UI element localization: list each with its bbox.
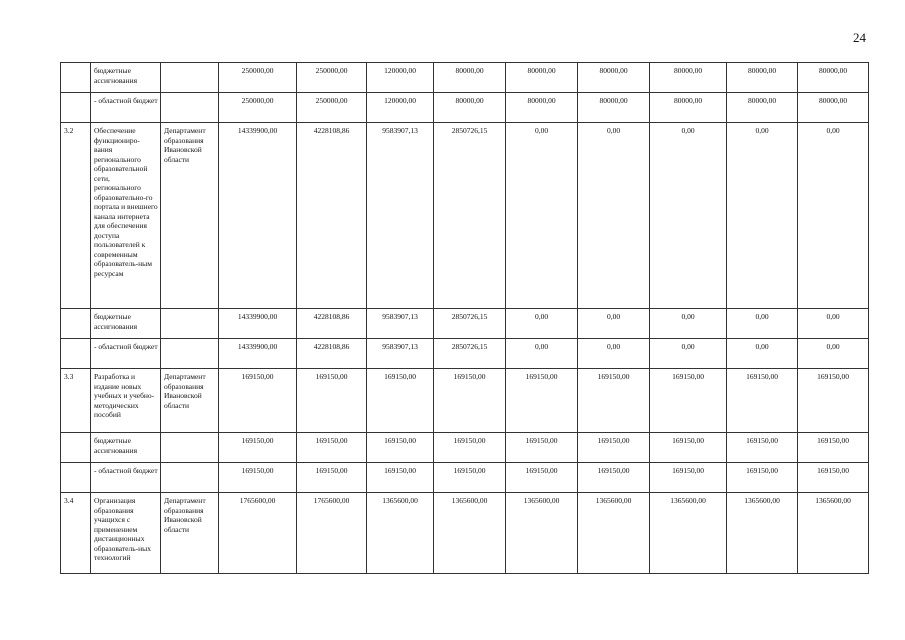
amount-cell: 9583907,13 <box>367 309 434 339</box>
amount-cell: 14339900,00 <box>219 339 297 369</box>
amount-cell: 80000,00 <box>798 63 869 93</box>
amount-cell: 250000,00 <box>219 93 297 123</box>
amount-cell: 0,00 <box>650 339 727 369</box>
amount-cell: 2850726,15 <box>434 123 506 309</box>
amount-cell: 169150,00 <box>367 463 434 493</box>
amount-cell: 80000,00 <box>506 93 578 123</box>
amount-cell: 0,00 <box>578 339 650 369</box>
amount-cell: 169150,00 <box>578 433 650 463</box>
amount-cell: 0,00 <box>727 123 798 309</box>
amount-cell: 250000,00 <box>297 93 367 123</box>
amount-cell: 1765600,00 <box>219 493 297 574</box>
executor-cell <box>161 93 219 123</box>
amount-cell: 0,00 <box>506 309 578 339</box>
amount-cell: 169150,00 <box>798 369 869 433</box>
table-row <box>61 339 869 369</box>
row-number-cell: 3.4 <box>61 493 91 574</box>
activity-name-cell: - областной бюджет <box>91 463 161 493</box>
row-number-cell <box>61 93 91 123</box>
activity-name-cell: бюджетные ассигнования <box>91 433 161 463</box>
row-number-cell <box>61 309 91 339</box>
executor-cell <box>161 339 219 369</box>
table-row <box>61 309 869 339</box>
amount-cell: 169150,00 <box>219 433 297 463</box>
amount-cell: 169150,00 <box>297 369 367 433</box>
amount-cell: 120000,00 <box>367 93 434 123</box>
row-number-cell <box>61 63 91 93</box>
amount-cell: 80000,00 <box>650 63 727 93</box>
amount-cell: 1365600,00 <box>578 493 650 574</box>
amount-cell: 169150,00 <box>578 369 650 433</box>
row-number-cell <box>61 339 91 369</box>
amount-cell: 80000,00 <box>578 93 650 123</box>
table-row <box>61 63 869 93</box>
table-row <box>61 93 869 123</box>
amount-cell: 14339900,00 <box>219 123 297 309</box>
amount-cell: 169150,00 <box>727 433 798 463</box>
amount-cell: 4228108,86 <box>297 123 367 309</box>
amount-cell: 80000,00 <box>727 63 798 93</box>
executor-cell <box>161 309 219 339</box>
amount-cell: 2850726,15 <box>434 339 506 369</box>
executor-cell <box>161 433 219 463</box>
amount-cell: 80000,00 <box>727 93 798 123</box>
amount-cell: 250000,00 <box>297 63 367 93</box>
executor-cell: Департамент образования Ивановской области <box>161 369 219 433</box>
amount-cell: 169150,00 <box>727 463 798 493</box>
activity-name-cell: - областной бюджет <box>91 339 161 369</box>
activity-name-cell: Организация образования учащихся с применением дистанционных образователь-ных технологий <box>91 493 161 574</box>
amount-cell: 1365600,00 <box>727 493 798 574</box>
page-number: 24 <box>853 30 866 45</box>
amount-cell: 0,00 <box>798 123 869 309</box>
amount-cell: 0,00 <box>506 123 578 309</box>
table-row <box>61 123 869 309</box>
amount-cell: 1365600,00 <box>434 493 506 574</box>
executor-cell <box>161 463 219 493</box>
row-number-cell <box>61 433 91 463</box>
activity-name-cell: Разработка и издание новых учебных и учебно-методических пособий <box>91 369 161 433</box>
amount-cell: 80000,00 <box>434 63 506 93</box>
amount-cell: 169150,00 <box>506 463 578 493</box>
amount-cell: 4228108,86 <box>297 309 367 339</box>
amount-cell: 0,00 <box>727 309 798 339</box>
amount-cell: 169150,00 <box>650 369 727 433</box>
amount-cell: 169150,00 <box>650 433 727 463</box>
amount-cell: 169150,00 <box>506 369 578 433</box>
table-row <box>61 433 869 463</box>
amount-cell: 120000,00 <box>367 63 434 93</box>
amount-cell: 80000,00 <box>434 93 506 123</box>
activity-name-cell: бюджетные ассигнования <box>91 309 161 339</box>
activity-name-cell: бюджетные ассигнования <box>91 63 161 93</box>
amount-cell: 80000,00 <box>650 93 727 123</box>
amount-cell: 169150,00 <box>650 463 727 493</box>
amount-cell: 169150,00 <box>219 369 297 433</box>
amount-cell: 9583907,13 <box>367 339 434 369</box>
amount-cell: 9583907,13 <box>367 123 434 309</box>
amount-cell: 169150,00 <box>367 369 434 433</box>
amount-cell: 2850726,15 <box>434 309 506 339</box>
amount-cell: 169150,00 <box>297 463 367 493</box>
activity-name-cell: - областной бюджет <box>91 93 161 123</box>
amount-cell: 0,00 <box>650 309 727 339</box>
table-row <box>61 369 869 433</box>
amount-cell: 1365600,00 <box>798 493 869 574</box>
amount-cell: 0,00 <box>798 309 869 339</box>
budget-table <box>60 62 869 574</box>
amount-cell: 169150,00 <box>578 463 650 493</box>
amount-cell: 169150,00 <box>297 433 367 463</box>
activity-name-cell: Обеспечение функциониро-вания регионального образовательной сети, регионального образовательно-го портала и внешнего канала интернета для обеспечения доступа пользователей к современным образователь-ным ресурсам <box>91 123 161 309</box>
row-number-cell: 3.2 <box>61 123 91 309</box>
amount-cell: 80000,00 <box>506 63 578 93</box>
amount-cell: 1365600,00 <box>650 493 727 574</box>
amount-cell: 1365600,00 <box>367 493 434 574</box>
amount-cell: 4228108,86 <box>297 339 367 369</box>
amount-cell: 0,00 <box>506 339 578 369</box>
amount-cell: 0,00 <box>650 123 727 309</box>
row-number-cell: 3.3 <box>61 369 91 433</box>
amount-cell: 169150,00 <box>434 463 506 493</box>
amount-cell: 169150,00 <box>798 433 869 463</box>
executor-cell: Департамент образования Ивановской области <box>161 493 219 574</box>
amount-cell: 169150,00 <box>434 369 506 433</box>
amount-cell: 14339900,00 <box>219 309 297 339</box>
amount-cell: 0,00 <box>727 339 798 369</box>
table-row <box>61 493 869 574</box>
table-row <box>61 463 869 493</box>
executor-cell: Департамент образования Ивановской области <box>161 123 219 309</box>
amount-cell: 169150,00 <box>727 369 798 433</box>
amount-cell: 80000,00 <box>798 93 869 123</box>
amount-cell: 1365600,00 <box>506 493 578 574</box>
amount-cell: 250000,00 <box>219 63 297 93</box>
row-number-cell <box>61 463 91 493</box>
amount-cell: 169150,00 <box>367 433 434 463</box>
amount-cell: 169150,00 <box>798 463 869 493</box>
amount-cell: 0,00 <box>798 339 869 369</box>
amount-cell: 169150,00 <box>434 433 506 463</box>
amount-cell: 0,00 <box>578 123 650 309</box>
amount-cell: 1765600,00 <box>297 493 367 574</box>
amount-cell: 0,00 <box>578 309 650 339</box>
amount-cell: 80000,00 <box>578 63 650 93</box>
executor-cell <box>161 63 219 93</box>
amount-cell: 169150,00 <box>219 463 297 493</box>
amount-cell: 169150,00 <box>506 433 578 463</box>
